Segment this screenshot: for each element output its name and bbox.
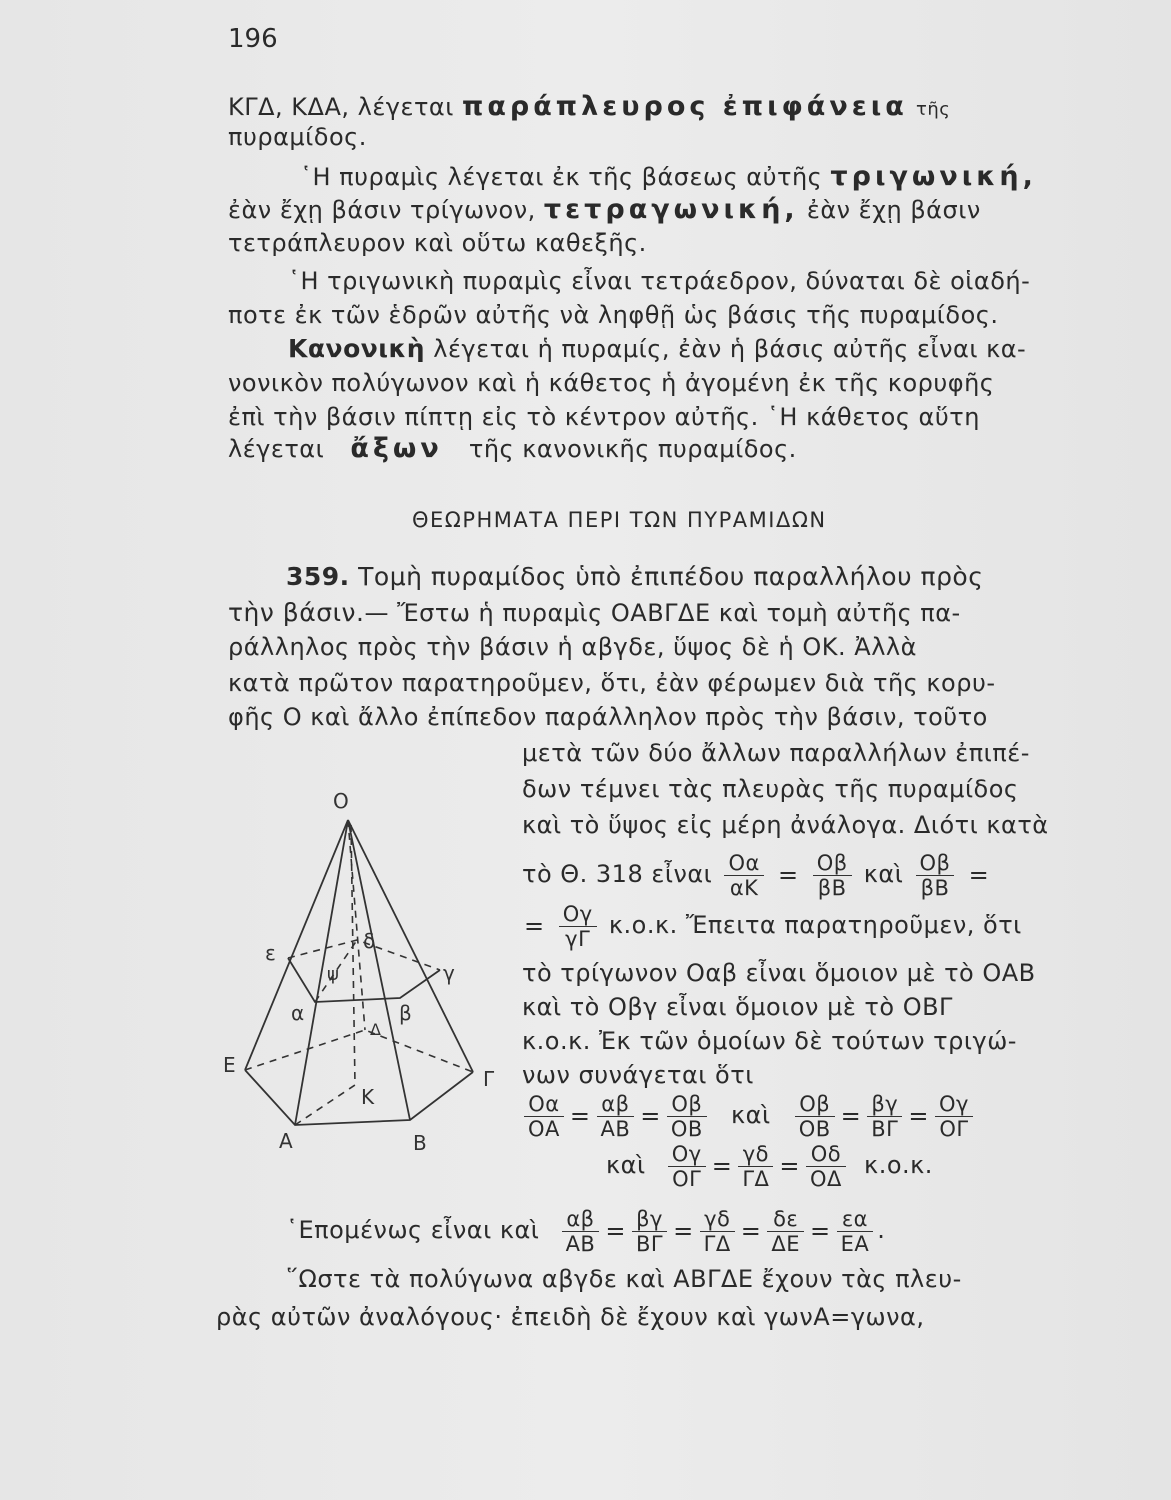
- theorem-line12: κ.ο.κ. Ἐκ τῶν ὁμοίων δὲ τούτων τριγώ-: [522, 1027, 1017, 1055]
- fraction: $\frac{\beta\gamma}{B\Gamma}$: [632, 1207, 667, 1256]
- fraction: $\frac{O\beta}{OB}$: [795, 1092, 835, 1141]
- label-G: Γ: [483, 1067, 495, 1091]
- pyramid-figure: [215, 780, 515, 1160]
- section-heading: ΘΕΩΡΗΜΑΤΑ ΠΕΡΙ ΤΩΝ ΠΥΡΑΜΙΔΩΝ: [412, 508, 827, 532]
- label-E: Ε: [223, 1053, 236, 1077]
- base-hidden-edges: [245, 1030, 473, 1072]
- label-g: γ: [443, 961, 455, 985]
- theorem-line7: καὶ τὸ ὕψος εἰς μέρη ἀνάλογα. Διότι κατὰ: [522, 811, 1049, 839]
- fraction: $\frac{O\beta}{OB}$: [667, 1092, 707, 1141]
- edge-OD-hidden: [348, 820, 365, 1030]
- theorem-line3: κατὰ πρῶτον παρατηροῦμεν, ὅτι, ἐὰν φέρωμεν διὰ τῆς κορυ-: [228, 669, 996, 697]
- fraction: $\frac{\gamma\delta}{\Gamma\Delta}$: [700, 1207, 735, 1256]
- label-e: ε: [265, 941, 276, 965]
- label-a: α: [291, 1001, 305, 1025]
- fraction: $\frac{O\gamma}{O\Gamma}$: [935, 1092, 973, 1141]
- theorem-line8: τὸ Θ. 318 εἶναι $\frac{O\alpha}{\alpha K}$ = $\frac{O\beta}{\beta B}$ καὶ $\frac{O\beta}{\beta B}$ =: [522, 850, 990, 900]
- proportion-row3: ῾Επομένως εἶναι καὶ $\frac{\alpha\beta}{AB}$ = $\frac{\beta\gamma}{B\Gamma}$ = $\frac{\gamma\delta}{\Gamma\Delta}$ = $\frac{\delta\varepsilon}{\Delta E}$ = $\frac{\varepsilon\alpha}{EA}$ .: [286, 1206, 886, 1256]
- fraction: $\frac{\beta\gamma}{B\Gamma}$: [867, 1092, 902, 1141]
- para4-line4: λέγεται ἄξων τῆς κανονικῆς πυραμίδος.: [228, 433, 797, 464]
- edge-OE: [245, 820, 348, 1070]
- theorem-line11: καὶ τὸ Οβγ εἶναι ὅμοιον μὲ τὸ ΟΒΓ: [522, 993, 953, 1021]
- label-A: Α: [279, 1129, 293, 1153]
- fraction: $\frac{O\beta}{\beta B}$: [916, 851, 955, 900]
- para4-line2: νονικὸν πολύγωνον καὶ ἡ κάθετος ἡ ἀγομένη ἐκ τῆς κορυφῆς: [228, 369, 995, 397]
- fraction: $\frac{\alpha\beta}{AB}$: [562, 1207, 600, 1256]
- edge-OA: [295, 820, 348, 1125]
- para3-line1: ῾Η τριγωνικὴ πυραμὶς εἶναι τετράεδρον, δύναται δὲ οἱαδή-: [288, 267, 1031, 295]
- fraction: $\frac{\varepsilon\alpha}{EA}$: [837, 1207, 874, 1256]
- edge-OB: [348, 820, 410, 1120]
- para4-line3: ἐπὶ τὴν βάσιν πίπτῃ εἰς τὸ κέντρον αὐτῆς. ῾Η κάθετος αὕτη: [228, 403, 980, 431]
- theorem-line2: ράλληλος πρὸς τὴν βάσιν ἡ αβγδε, ὕψος δὲ ἡ ΟΚ. Ἀλλὰ: [228, 633, 917, 661]
- fraction: $\frac{O\gamma}{O\Gamma}$: [668, 1142, 706, 1191]
- label-Delta: Δ: [370, 1020, 381, 1039]
- base-diagonal: [295, 1085, 355, 1125]
- para2-line1: ῾Η πυραμὶς λέγεται ἐκ τῆς βάσεως αὐτῆς τριγωνική,: [300, 161, 1037, 192]
- fraction: $\frac{\delta\varepsilon}{\Delta E}$: [767, 1207, 804, 1256]
- emphasis-term: τετραγωνική,: [543, 194, 799, 225]
- final-line2: ρὰς αὐτῶν ἀναλόγους· ἐπειδὴ δὲ ἔχουν καὶ γωνΑ=γωνα,: [216, 1303, 925, 1331]
- section-visible-edges: [288, 958, 440, 1002]
- fraction: $\frac{O\beta}{\beta B}$: [813, 851, 852, 900]
- final-line1: ῞Ωστε τὰ πολύγωνα αβγδε καὶ ΑΒΓΔΕ ἔχουν τὰς πλευ-: [286, 1265, 962, 1293]
- theorem-title-line1: 359. Τομὴ πυραμίδος ὑπὸ ἐπιπέδου παραλλήλου πρὸς: [286, 562, 984, 591]
- fraction: $\frac{O\alpha}{OA}$: [524, 1092, 564, 1141]
- base-visible-edges: [245, 1070, 473, 1125]
- proportion-row2: καὶ $\frac{O\gamma}{O\Gamma}$ = $\frac{\gamma\delta}{\Gamma\Delta}$ = $\frac{O\delta}{O\Delta}$ κ.ο.κ.: [606, 1141, 933, 1191]
- para1-line2: πυραμίδος.: [228, 123, 367, 151]
- height-OK: [351, 825, 355, 1085]
- theorem-line9: = $\frac{O\gamma}{\gamma\Gamma}$ κ.ο.κ. Ἔπειτα παρατηροῦμεν, ὅτι: [524, 901, 1022, 951]
- label-K: Κ: [361, 1085, 375, 1109]
- label-O: Ο: [333, 789, 349, 813]
- label-B: Β: [413, 1131, 427, 1155]
- para1-line1: ΚΓΔ, ΚΔΑ, λέγεται παράπλευρος ἐπιφάνεια τῆς: [228, 91, 951, 122]
- theorem-line1: τὴν βάσιν.— Ἔστω ἡ πυραμὶς ΟΑΒΓΔΕ καὶ τομὴ αὐτῆς πα-: [228, 598, 961, 627]
- theorem-line4: φῆς Ο καὶ ἄλλο ἐπίπεδον παράλληλον πρὸς τὴν βάσιν, τοῦτο: [228, 703, 988, 731]
- para2-line2: ἐὰν ἔχῃ βάσιν τρίγωνον, τετραγωνική, ἐὰν ἔχῃ βάσιν: [228, 194, 981, 225]
- theorem-line5: μετὰ τῶν δύο ἄλλων παραλλήλων ἐπιπέ-: [522, 739, 1030, 767]
- fraction: $\frac{O\delta}{O\Delta}$: [806, 1142, 846, 1191]
- theorem-line10: τὸ τρίγωνον Οαβ εἶναι ὅμοιον μὲ τὸ ΟΑΒ: [522, 959, 1036, 987]
- fraction: $\frac{\alpha\beta}{AB}$: [597, 1092, 635, 1141]
- fraction: $\frac{O\gamma}{\gamma\Gamma}$: [559, 902, 597, 951]
- emphasis-term: ἄξων: [350, 433, 443, 464]
- para3-line2: ποτε ἐκ τῶν ἑδρῶν αὐτῆς νὰ ληφθῇ ὡς βάσις τῆς πυραμίδος.: [228, 301, 999, 329]
- label-b: β: [399, 1001, 412, 1025]
- fraction: $\frac{O\alpha}{\alpha K}$: [724, 851, 763, 900]
- theorem-line13: νων συνάγεται ὅτι: [522, 1061, 754, 1089]
- page-number: 196: [228, 24, 278, 54]
- proportion-row1: $\frac{O\alpha}{OA}$ = $\frac{\alpha\beta}{AB}$ = $\frac{O\beta}{OB}$ καὶ $\frac{O\beta}{OB}$ = $\frac{\beta\gamma}{B\Gamma}$ = $\frac{O\gamma}{O\Gamma}$: [520, 1090, 977, 1141]
- theorem-line6: δων τέμνει τὰς πλευρὰς τῆς πυραμίδος: [522, 775, 1019, 803]
- label-psi: ψ: [327, 964, 339, 985]
- label-d: δ: [363, 929, 376, 953]
- emphasis-term: παράπλευρος ἐπιφάνεια: [462, 91, 908, 122]
- para2-line3: τετράπλευρον καὶ οὕτω καθεξῆς.: [228, 229, 647, 257]
- emphasis-term: τριγωνική,: [830, 161, 1037, 192]
- fraction: $\frac{\gamma\delta}{\Gamma\Delta}$: [738, 1142, 773, 1191]
- para4-line1: Κανονικὴ λέγεται ἡ πυραμίς, ἐὰν ἡ βάσις αὐτῆς εἶναι κα-: [288, 334, 1027, 363]
